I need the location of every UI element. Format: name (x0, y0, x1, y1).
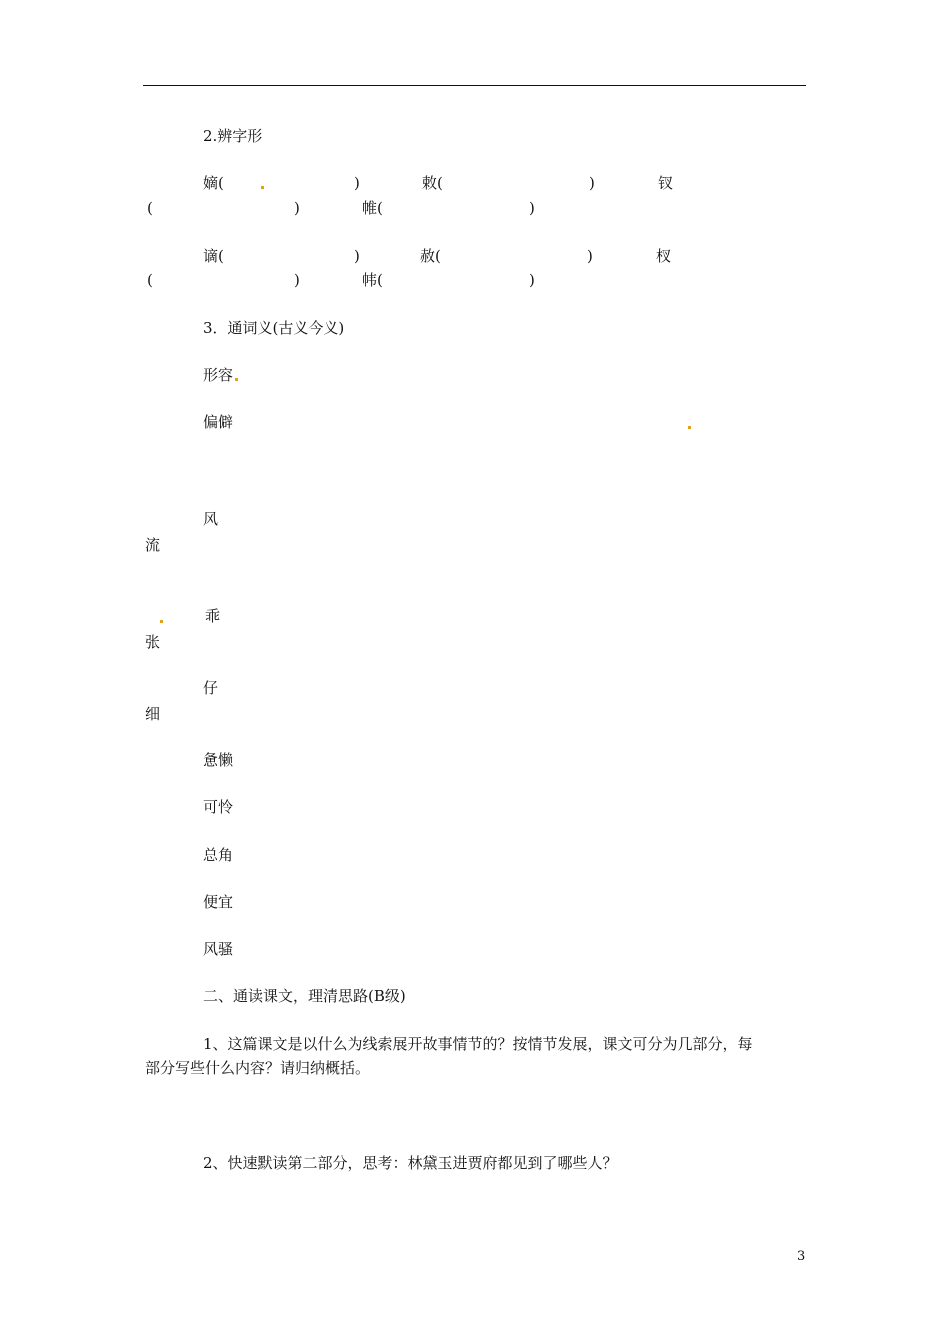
mark-dot (688, 426, 691, 429)
word-kelian: 可怜 (203, 798, 234, 816)
word-guaizhang-b: 张 (145, 633, 161, 651)
question-1-line2: 部分写些什么内容？请归纳概括。 (145, 1059, 371, 1077)
word-pianyi: 便宜 (203, 893, 234, 911)
mark-dot (261, 186, 264, 189)
char-cha: 杈 (656, 247, 672, 265)
question-2: 2、快速默读第二部分，思考：林黛玉进贾府都见到了哪些人？ (203, 1154, 618, 1172)
word-fengsao: 风骚 (203, 940, 234, 958)
section-ciyi-title: 3．通词义(古义今义) (203, 319, 345, 337)
char-zhe: 谪( (203, 247, 224, 265)
paren-close: ) (354, 174, 360, 192)
word-xingrong: 形容 (203, 366, 234, 384)
paren-close: ) (529, 271, 535, 289)
mark-dot (160, 620, 163, 623)
mark-dot (235, 378, 238, 381)
word-fengliu-a: 风 (203, 510, 219, 528)
paren-open: ( (147, 271, 153, 289)
word-zixi-a: 仔 (203, 679, 219, 697)
word-pianpi: 偏僻 (203, 413, 234, 431)
paren-close: ) (529, 199, 535, 217)
section-zixing-title: 2.辨字形 (203, 127, 263, 145)
header-rule (143, 85, 806, 86)
question-1-line1: 1、这篇课文是以什么为线索展开故事情节的？按情节发展，课文可分为几部分，每 (203, 1035, 753, 1053)
paren-open: ( (147, 199, 153, 217)
paren-close: ) (589, 174, 595, 192)
word-yulan: 惫懒 (203, 751, 234, 769)
word-zixi-b: 细 (145, 705, 161, 723)
paren-close: ) (294, 199, 300, 217)
section2-heading: 二、通读课文，理清思路(B级) (203, 987, 406, 1005)
char-chi: 敕( (422, 174, 443, 192)
char-chai: 钗 (658, 174, 674, 192)
paren-close: ) (294, 271, 300, 289)
char-wei2: 帏( (362, 271, 383, 289)
word-zongjiao: 总角 (203, 846, 234, 864)
paren-close: ) (354, 247, 360, 265)
char-she: 赦( (420, 247, 441, 265)
page-number: 3 (797, 1249, 806, 1264)
char-wei: 帷( (362, 199, 383, 217)
char-di: 嫡( (203, 174, 224, 192)
word-guaizhang-a: 乖 (205, 607, 221, 625)
paren-close: ) (587, 247, 593, 265)
word-fengliu-b: 流 (145, 536, 161, 554)
